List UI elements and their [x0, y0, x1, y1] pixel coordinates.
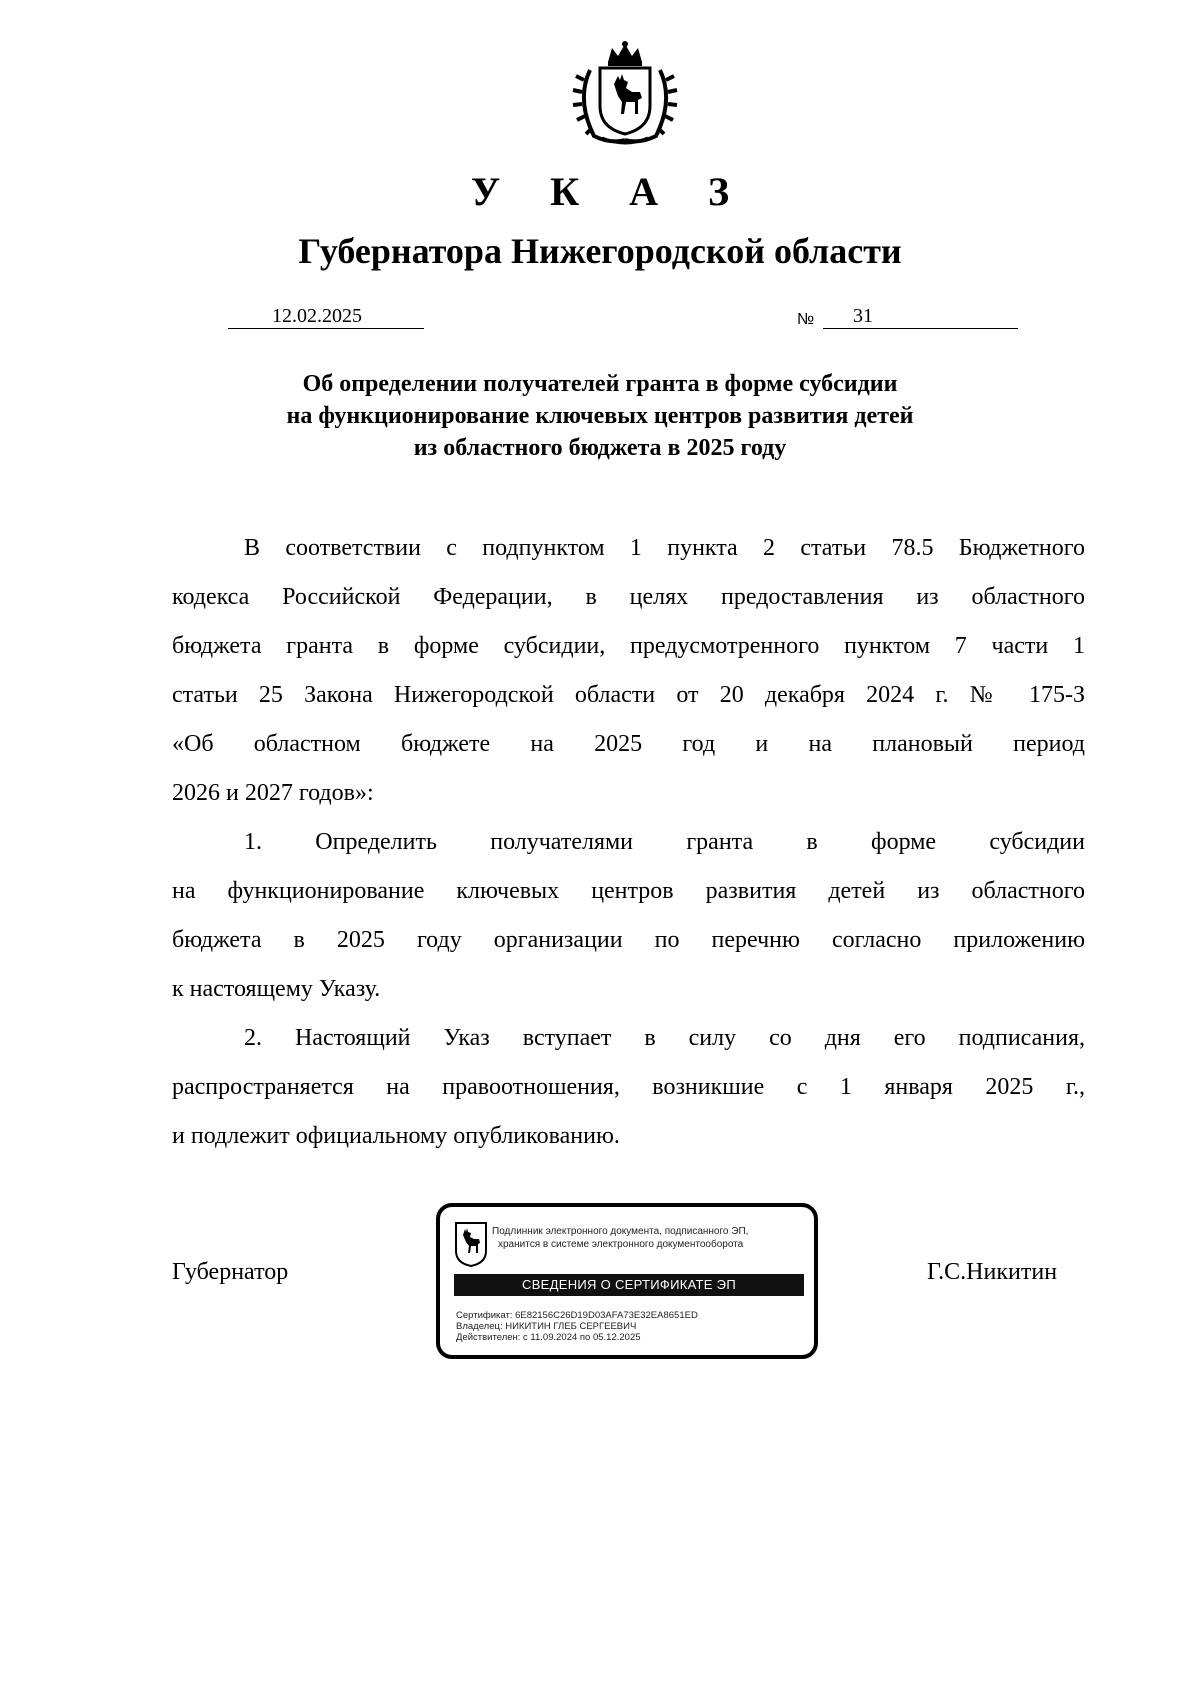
- text-line: бюджета гранта в форме субсидии, предусмотренного пунктом 7 части 1: [172, 633, 1085, 659]
- text-line: 2. Настоящий Указ вступает в силу со дня его подписания,: [244, 1025, 1085, 1051]
- stamp-header: СВЕДЕНИЯ О СЕРТИФИКАТЕ ЭП: [454, 1274, 804, 1296]
- electronic-signature-stamp: [436, 1203, 818, 1359]
- stamp-details: [456, 1310, 698, 1343]
- number-label: №: [797, 311, 815, 328]
- coat-of-arms-emblem: [570, 40, 680, 148]
- text-line: 1. Определить получателями гранта в форме субсидии: [244, 829, 1085, 855]
- subject-line: из областного бюджета в 2025 году: [413, 435, 787, 461]
- text-line: «Об областном бюджете на 2025 год и на плановый период: [172, 731, 1085, 757]
- certificate-owner: Владелец: НИКИТИН ГЛЕБ СЕРГЕЕВИЧ: [456, 1321, 637, 1332]
- coat-of-arms-icon: [454, 1221, 488, 1267]
- text-line: В соответствии с подпунктом 1 пункта 2 статьи 78.5 Бюджетного: [244, 535, 1085, 561]
- certificate-validity: Действителен: с 11.09.2024 по 05.12.2025: [456, 1332, 641, 1343]
- text-line: статьи 25 Закона Нижегородской области от 20 декабря 2024 г. № 175-З: [172, 682, 1085, 708]
- item-2-paragraph: [172, 1014, 1085, 1161]
- signatory-name: Г.С.Никитин: [927, 1259, 1058, 1285]
- text-line: и подлежит официальному опубликованию.: [172, 1123, 620, 1149]
- stamp-note-line: хранится в системе электронного документооборота: [498, 1239, 744, 1250]
- document-date: 12.02.2025: [228, 304, 424, 329]
- issuer-title: Губернатора Нижегородской области: [298, 231, 902, 271]
- text-line: к настоящему Указу.: [172, 976, 381, 1002]
- signatory-position: Губернатор: [172, 1259, 289, 1285]
- stamp-note: [492, 1225, 812, 1251]
- subject-line: Об определении получателей гранта в форме субсидии: [302, 371, 898, 397]
- text-line: бюджета в 2025 году организации по перечню согласно приложению: [172, 927, 1085, 953]
- document-type-title: У К А З: [470, 169, 750, 214]
- stamp-note-line: Подлинник электронного документа, подписанного ЭП,: [492, 1226, 749, 1237]
- document-body: [172, 524, 1085, 1161]
- text-line: на функционирование ключевых центров развития детей из областного: [172, 878, 1085, 904]
- text-line: 2026 и 2027 годов»:: [172, 780, 374, 806]
- subject-line: на функционирование ключевых центров развития детей: [286, 403, 914, 429]
- preamble-paragraph: [172, 524, 1085, 818]
- text-line: распространяется на правоотношения, возникшие с 1 января 2025 г.,: [172, 1074, 1085, 1100]
- item-1-paragraph: [172, 818, 1085, 1014]
- document-subject: [0, 368, 1200, 464]
- certificate-id: Сертификат: 6E82156C26D19D03AFA73E32EA8651ED: [456, 1310, 698, 1321]
- text-line: кодекса Российской Федерации, в целях предоставления из областного: [172, 584, 1085, 610]
- document-number: 31: [823, 304, 1018, 329]
